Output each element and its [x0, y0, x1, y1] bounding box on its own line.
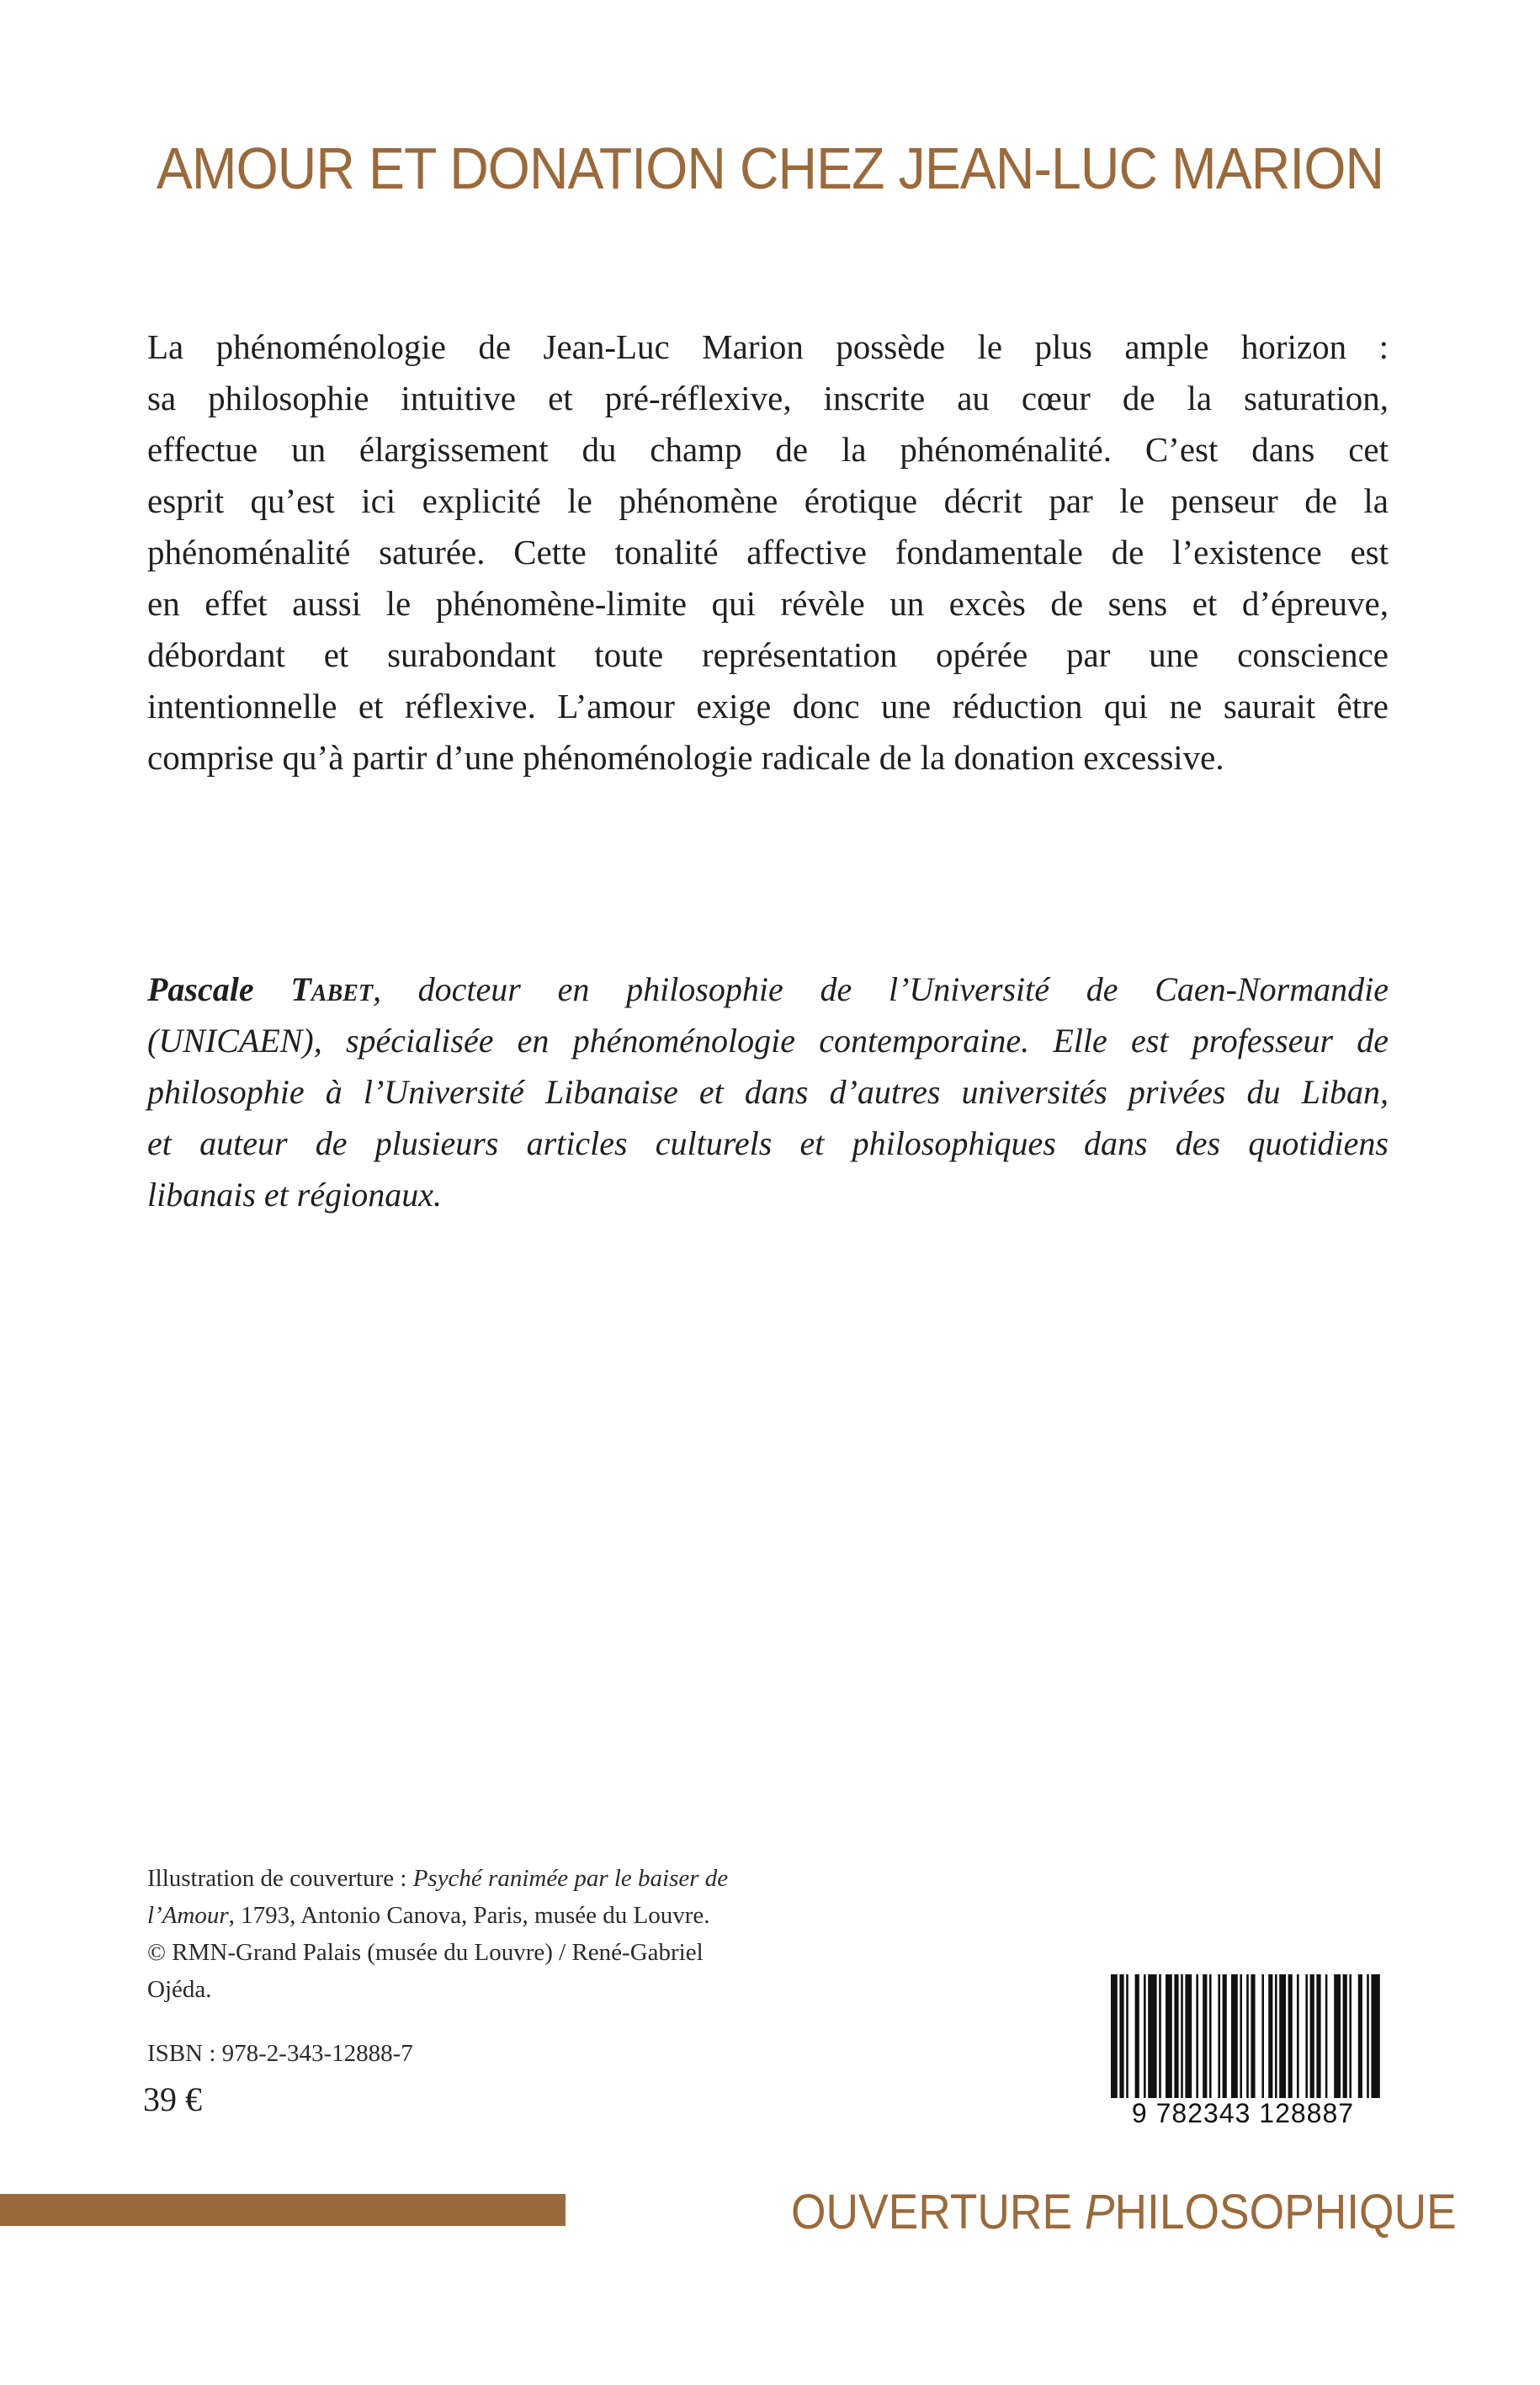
- barcode-bar: [1316, 1974, 1320, 2101]
- credits-copyright-end: Ojéda.: [147, 1976, 212, 2003]
- barcode-bar: [1268, 1974, 1272, 2101]
- summary-line: effectue un élargissement du champ de la phénoménalité. C’est dans cet: [147, 430, 1389, 469]
- collection-part2: HILOSOPHIQUE: [1114, 2185, 1457, 2239]
- barcode-bar: [1288, 1974, 1293, 2101]
- author-last-name: Tabet: [290, 970, 373, 1008]
- summary-line: esprit qu’est ici explicité le phénomène érotique décrit par le penseur de la: [147, 481, 1389, 520]
- barcode-bar: [1246, 1974, 1249, 2101]
- barcode-bar: [1349, 1974, 1351, 2101]
- book-title: AMOUR ET DONATION CHEZ JEAN-LUC MARION: [156, 135, 1384, 201]
- credits-line: [147, 1897, 837, 1934]
- credits-copyright: © RMN-Grand Palais (musée du Louvre) / René-Gabriel: [147, 1939, 704, 1966]
- author-bio-line: [147, 964, 1389, 1015]
- barcode-bar: [1343, 1974, 1347, 2101]
- barcode-bar: [1203, 1974, 1207, 2101]
- barcode-bar: [1166, 1974, 1172, 2101]
- barcode: [1096, 1974, 1390, 2130]
- credits-work-title: Psyché ranimée par le baiser de: [412, 1865, 729, 1892]
- barcode-bar: [1174, 1974, 1178, 2101]
- barcode-number: 9 782343 128887: [1096, 2098, 1390, 2130]
- barcode-bar: [1297, 1974, 1299, 2101]
- collection-initial: P: [1084, 2185, 1115, 2239]
- barcode-bar: [1196, 1974, 1198, 2101]
- summary-line: phénoménalité saturée. Cette tonalité affective fondamentale de l’existence est: [147, 533, 1389, 571]
- summary-line: comprise qu’à partir d’une phénoménologie radicale de la donation excessive.: [147, 738, 1224, 777]
- accent-bar: [0, 2194, 566, 2226]
- author-bio-line: (UNICAEN), spécialisée en phénoménologie contemporaine. Elle est professeur de: [147, 1022, 1389, 1060]
- barcode-bar: [1279, 1974, 1286, 2101]
- credits-prefix: Illustration de couverture :: [147, 1865, 413, 1892]
- barcode-bar: [1144, 1974, 1146, 2101]
- barcode-bar: [1148, 1974, 1156, 2101]
- barcode-bar: [1371, 1974, 1379, 2101]
- barcode-bar: [1181, 1974, 1183, 2101]
- price: 39 €: [143, 2080, 202, 2118]
- author-bio-line: libanais et régionaux.: [147, 1176, 442, 1214]
- cover-credits: [147, 1860, 837, 2008]
- barcode-bar: [1275, 1974, 1277, 2101]
- summary-line: débordant et surabondant toute représentation opérée par une conscience: [147, 635, 1389, 674]
- collection-part1: OUVERTURE: [791, 2185, 1085, 2239]
- barcode-bar: [1310, 1974, 1314, 2101]
- barcode-bar: [1334, 1974, 1341, 2101]
- credits-work-title-end: l’Amour: [147, 1902, 229, 1929]
- barcode-bar: [1126, 1974, 1128, 2101]
- author-bio-line: philosophie à l’Université Libanaise et dans d’autres universités privées du Liban,: [147, 1073, 1389, 1111]
- barcode-bar: [1218, 1974, 1220, 2101]
- credits-line: [147, 1860, 837, 1897]
- isbn: ISBN : 978-2-343-12888-7: [147, 2040, 413, 2067]
- barcode-bar: [1367, 1974, 1369, 2101]
- barcode-bar: [1159, 1974, 1161, 2101]
- barcode-bar: [1223, 1974, 1227, 2101]
- summary-line: sa philosophie intuitive et pré-réflexive, inscrite au cœur de la saturation,: [147, 379, 1389, 417]
- credits-details: , 1793, Antonio Canova, Paris, musée du Louvre.: [228, 1902, 710, 1929]
- author-bio-line: et auteur de plusieurs articles culturels et philosophiques dans des quotidiens: [147, 1124, 1389, 1162]
- barcode-bar: [1111, 1974, 1118, 2101]
- barcode-bar: [1240, 1974, 1242, 2101]
- author-bio: [147, 964, 1389, 1220]
- author-first-name: Pascale: [147, 970, 254, 1008]
- barcode-bar: [1231, 1974, 1238, 2101]
- barcode-bar: [1135, 1974, 1139, 2101]
- barcode-bar: [1305, 1974, 1308, 2101]
- barcode-bar: [1209, 1974, 1212, 2101]
- barcode-bar: [1185, 1974, 1192, 2101]
- barcode-bar: [1325, 1974, 1328, 2101]
- author-bio-text: , docteur en philosophie de l’Université de Caen-Normandie: [372, 970, 1389, 1008]
- summary-line: en effet aussi le phénomène-limite qui révèle un excès de sens et d’épreuve,: [147, 584, 1389, 623]
- summary-line: intentionnelle et réflexive. L’amour exige donc une réduction qui ne saurait être: [147, 687, 1389, 725]
- book-summary: [147, 321, 1389, 783]
- barcode-bar: [1261, 1974, 1264, 2101]
- barcode-bar: [1119, 1974, 1123, 2101]
- summary-line: La phénoménologie de Jean-Luc Marion possède le plus ample horizon :: [147, 327, 1389, 366]
- barcode-bar: [1358, 1974, 1362, 2101]
- barcode-bar: [1251, 1974, 1255, 2101]
- collection-name: [791, 2184, 1457, 2240]
